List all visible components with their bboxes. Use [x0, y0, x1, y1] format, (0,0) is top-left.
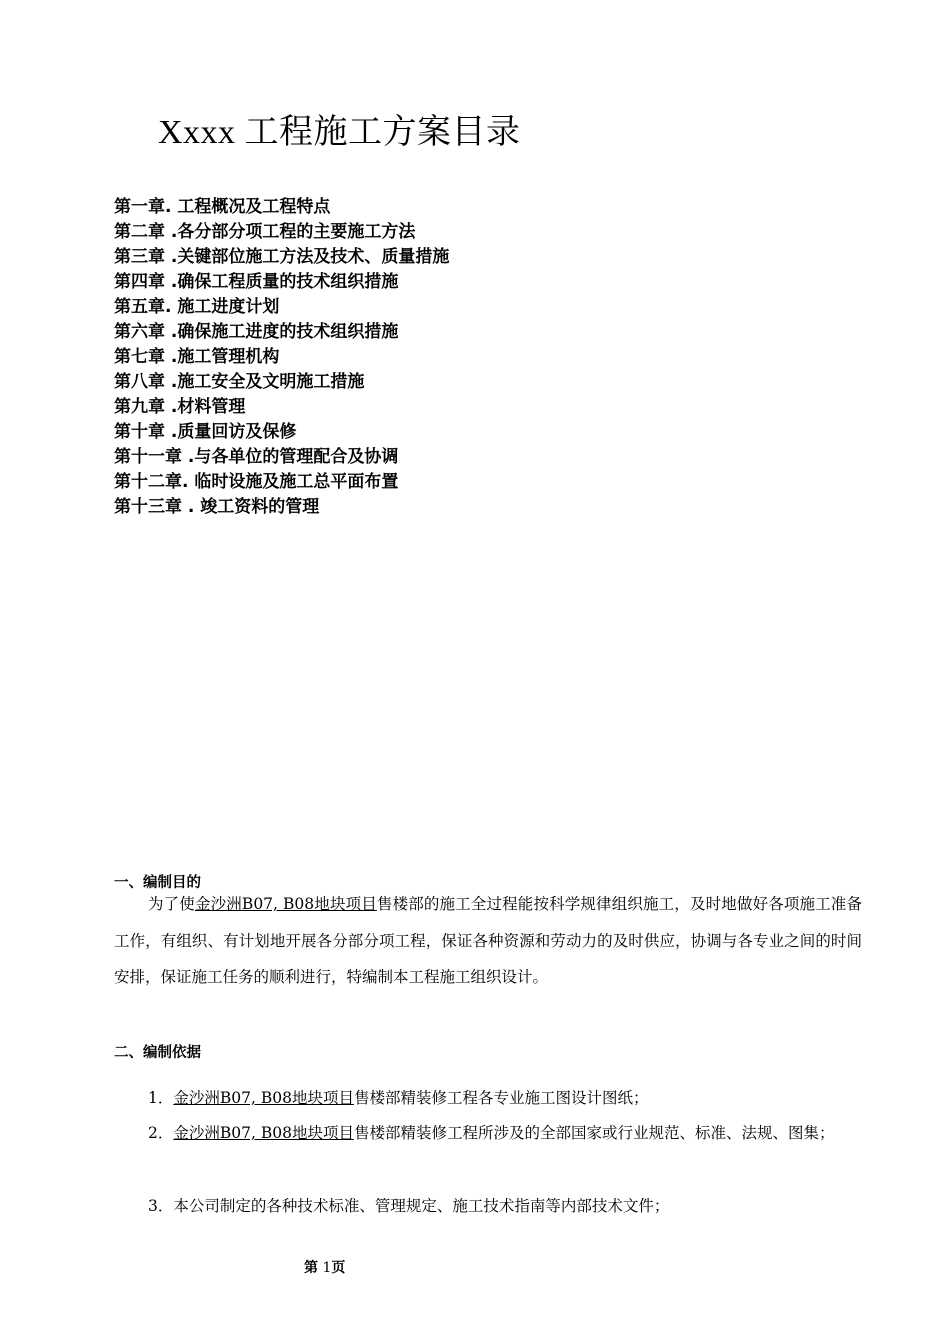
page-number: 1	[322, 1260, 332, 1276]
purpose-body: 售楼部的施工全过程能按科学规律组织施工，及时地做好各项施工准备工作，有组织、有计划地开展各分部分项工程，保证各种资源和劳动力的及时供应，协调与各专业之间的时间安排，保证施工任务的顺利进行，特编制本工程施工组织设计。	[114, 895, 862, 986]
page-label-suffix: 页	[331, 1260, 346, 1276]
basis-item-3	[114, 1190, 862, 1223]
page-footer	[304, 1257, 345, 1277]
toc-item: 第五章. 施工进度计划	[114, 297, 280, 317]
toc-item: 第九章 .材料管理	[114, 397, 246, 417]
table-of-contents	[114, 195, 449, 520]
purpose-prefix: 为了使	[148, 895, 195, 913]
section-heading-purpose: 一、编制目的	[114, 875, 201, 891]
project-name-link: 金沙洲B07, B08地块项目	[173, 1089, 354, 1107]
toc-item: 第十一章 .与各单位的管理配合及协调	[114, 447, 399, 467]
item-number: 1．	[148, 1089, 174, 1107]
toc-item: 第三章 .关键部位施工方法及技术、质量措施	[114, 247, 450, 267]
toc-item: 第二章 .各分部分项工程的主要施工方法	[114, 222, 416, 242]
basis-item-1	[114, 1082, 862, 1115]
item-number: 2．	[148, 1124, 174, 1142]
basis-item-2	[114, 1117, 862, 1150]
toc-item: 第四章 .确保工程质量的技术组织措施	[114, 272, 399, 292]
toc-item: 第七章 .施工管理机构	[114, 347, 280, 367]
toc-item: 第十三章 . 竣工资料的管理	[114, 497, 320, 517]
toc-item: 第一章. 工程概况及工程特点	[114, 197, 331, 217]
item-number: 3．	[148, 1197, 174, 1215]
toc-item: 第十二章. 临时设施及施工总平面布置	[114, 472, 399, 492]
item-text: 售楼部精装修工程所涉及的全部国家或行业规范、标准、法规、图集；	[353, 1124, 835, 1142]
toc-item: 第八章 .施工安全及文明施工措施	[114, 372, 365, 392]
item-text: 本公司制定的各种技术标准、管理规定、施工技术指南等内部技术文件；	[173, 1197, 670, 1215]
toc-item: 第六章 .确保施工进度的技术组织措施	[114, 322, 399, 342]
item-text: 售楼部精装修工程各专业施工图设计图纸；	[353, 1089, 649, 1107]
project-name-link: 金沙洲B07, B08地块项目	[173, 1124, 354, 1142]
document-title: Xxxx 工程施工方案目录	[158, 114, 521, 151]
section-heading-basis: 二、编制依据	[114, 1045, 201, 1061]
toc-item: 第十章 .质量回访及保修	[114, 422, 297, 442]
project-name-link: 金沙洲B07, B08地块项目	[194, 895, 377, 913]
page-label-prefix: 第	[304, 1260, 318, 1276]
purpose-paragraph	[114, 886, 862, 996]
